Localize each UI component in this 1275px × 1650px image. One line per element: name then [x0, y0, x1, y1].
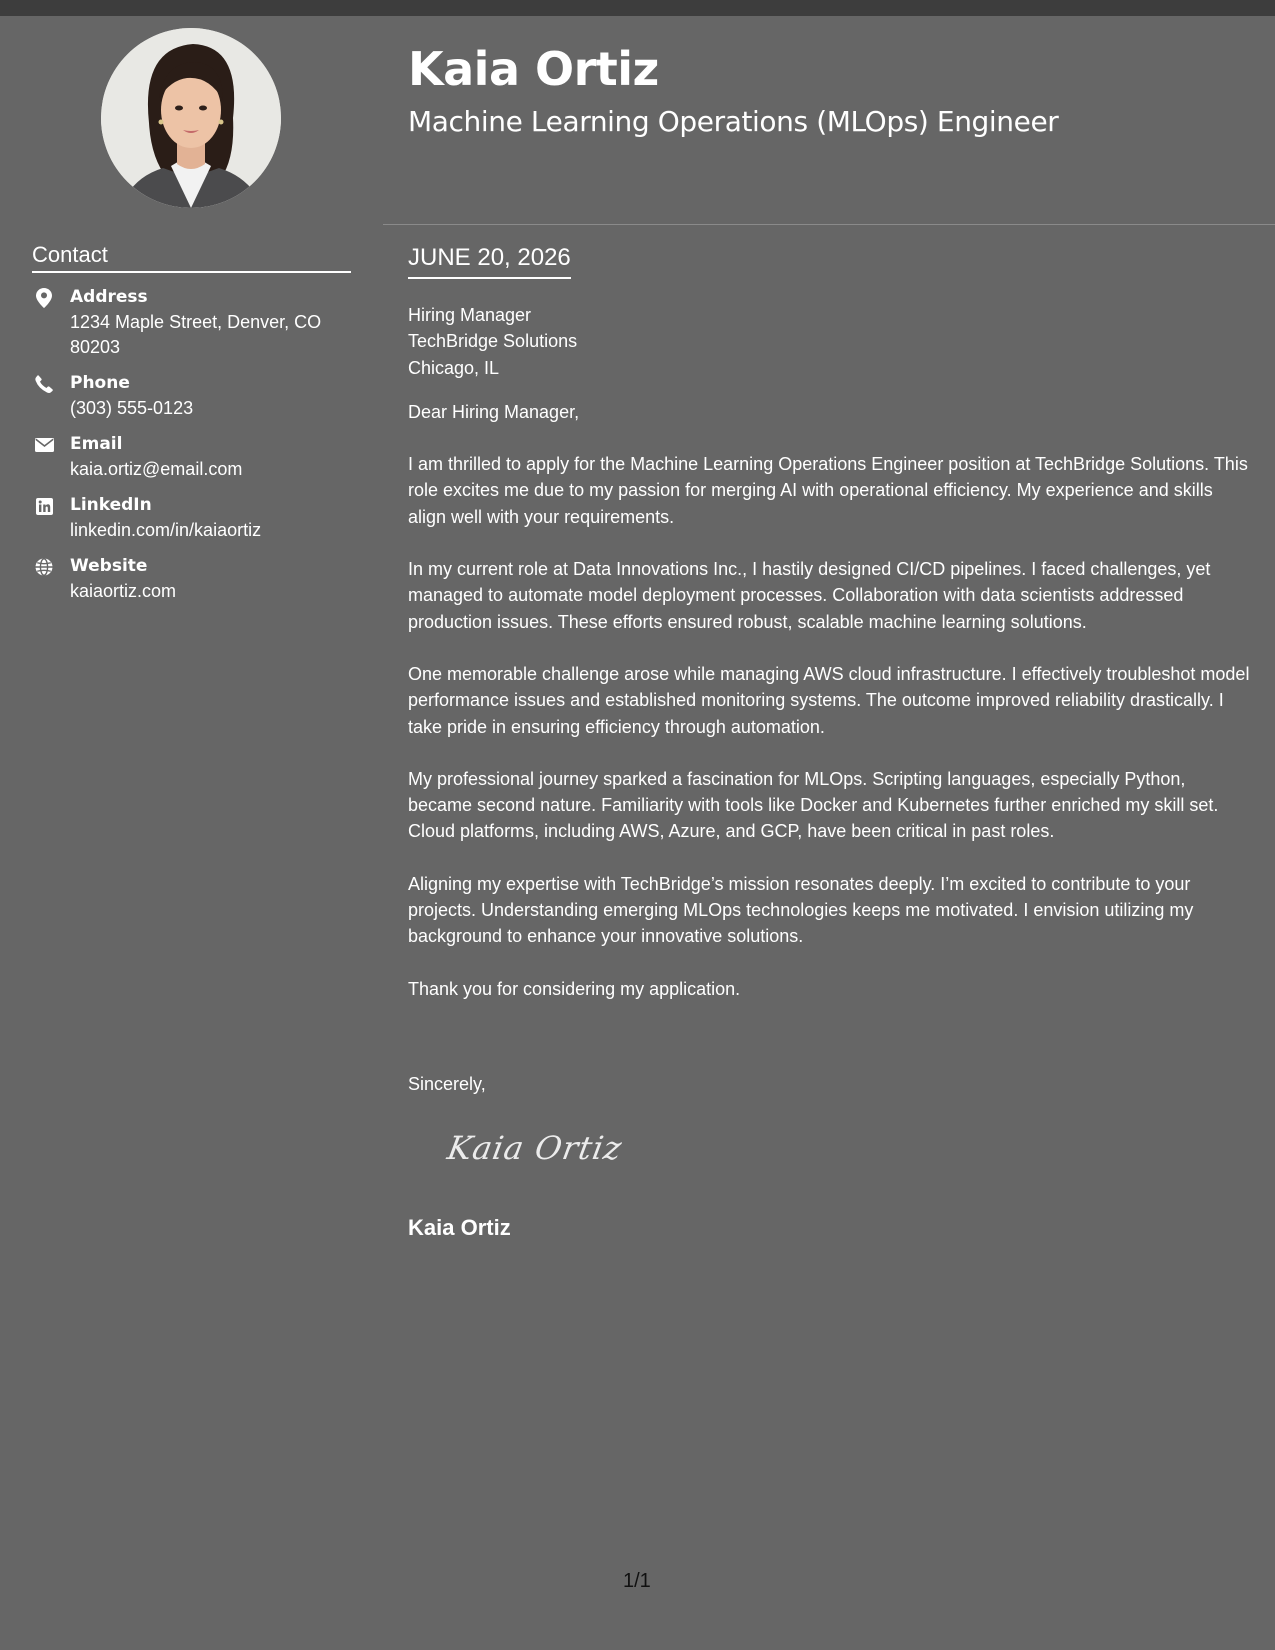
contact-value[interactable]: kaiaortiz.com — [70, 581, 177, 601]
letter-paragraph: Thank you for considering my application. — [408, 978, 741, 999]
avatar — [101, 28, 281, 208]
contact-email — [32, 432, 352, 482]
signed-name: Kaia Ortiz — [408, 1215, 511, 1240]
recipient-line: TechBridge Solutions — [408, 331, 578, 352]
map-pin-icon — [32, 286, 56, 310]
letter-body — [408, 302, 1253, 1002]
contact-label: Email — [70, 434, 123, 454]
contact-value: (303) 555-0123 — [70, 398, 194, 418]
top-bar — [0, 0, 1275, 16]
contact-label: LinkedIn — [70, 495, 152, 515]
signature: Kaia Ortiz — [444, 1129, 626, 1167]
contact-value: 1234 Maple Street, Denver, CO 80203 — [70, 312, 322, 357]
header-divider — [383, 224, 1275, 225]
letter-paragraph: Aligning my expertise with TechBridge’s mission resonates deeply. I’m excited to contribute to your projects. Understanding emerging MLOps technologies keeps me motivated. I envision utilizing my background to enhance your innovative solutions. — [408, 873, 1194, 947]
recipient-line: Hiring Manager — [408, 305, 532, 325]
letter-paragraph: In my current role at Data Innovations Inc., I hastily designed CI/CD pipelines. I faced challenges, yet managed to automate model deployment processes. Collaboration with data scientists addressed production issues. These efforts ensured robust, scalable machine learning solutions. — [408, 559, 1211, 632]
contact-address — [32, 285, 352, 360]
sidebar — [0, 16, 383, 1650]
portrait-image — [101, 28, 281, 208]
contact-value[interactable]: linkedin.com/in/kaiaortiz — [70, 520, 262, 540]
contact-website — [32, 554, 352, 604]
letter-paragraph: I am thrilled to apply for the Machine Learning Operations Engineer position at TechBridge Solutions. This role excites me due to my passion for merging AI with operational efficiency. My experience and skills align well with your requirements. — [408, 454, 1248, 527]
contact-list — [32, 285, 352, 615]
globe-icon — [32, 555, 56, 579]
candidate-name: Kaia Ortiz — [408, 42, 659, 96]
job-title: Machine Learning Operations (MLOps) Engineer — [408, 105, 1059, 138]
contact-label: Address — [70, 287, 148, 307]
page-number: 1/1 — [623, 1570, 651, 1592]
contact-heading: Contact — [32, 242, 351, 273]
contact-label: Phone — [70, 373, 130, 393]
contact-label: Website — [70, 556, 148, 576]
closing: Sincerely, — [408, 1074, 486, 1094]
contact-value[interactable]: kaia.ortiz@email.com — [70, 459, 243, 479]
contact-linkedin — [32, 493, 352, 543]
recipient-line: Chicago, IL — [408, 357, 500, 378]
recipient-block — [408, 302, 1253, 381]
contact-phone — [32, 371, 352, 421]
envelope-icon — [32, 433, 56, 457]
linkedin-icon — [32, 494, 56, 518]
letter-paragraph: My professional journey sparked a fascination for MLOps. Scripting languages, especially Python, became second nature. Familiarity with tools like Docker and Kubernetes further enriched my skill set. Cloud platforms, including AWS, Azure, and GCP, have been critical in past roles. — [408, 768, 1219, 842]
letter-date: JUNE 20, 2026 — [408, 243, 571, 279]
salutation: Dear Hiring Manager, — [408, 401, 580, 422]
letter-paragraph: One memorable challenge arose while managing AWS cloud infrastructure. I effectively troubleshot model performance issues and established monitoring systems. The outcome improved reliability drastically. I take pride in ensuring efficiency through automation. — [408, 663, 1250, 737]
phone-icon — [32, 372, 56, 396]
